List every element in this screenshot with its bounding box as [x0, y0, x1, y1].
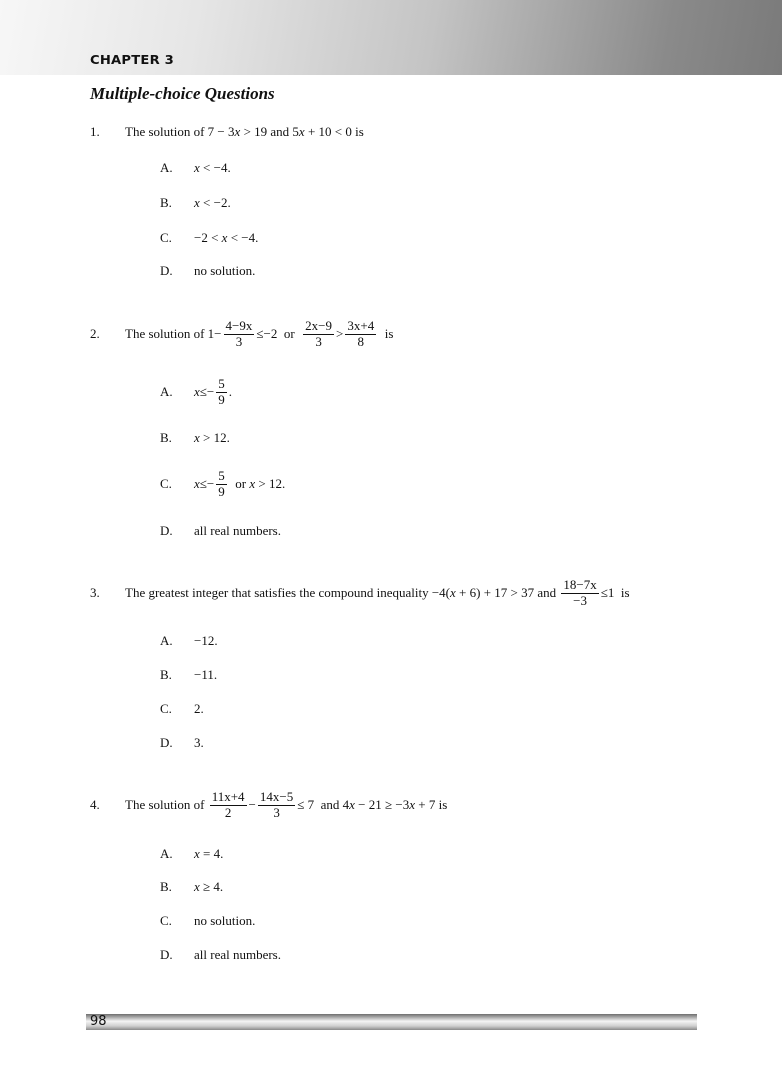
math-variable: x: [194, 476, 200, 491]
text-run: < −4.: [227, 230, 259, 245]
option-label: A.: [160, 846, 173, 861]
text-run: + 6) + 17 > 37 and: [455, 585, 560, 600]
option-d[interactable]: [0, 511, 782, 551]
math-variable: x: [349, 797, 355, 812]
text-run: all real numbers.: [194, 947, 281, 962]
text-run: < −2.: [199, 195, 231, 210]
question-2: [0, 314, 782, 354]
option-label: B.: [160, 430, 172, 445]
option-d[interactable]: [0, 723, 782, 763]
text-run: .: [228, 384, 232, 399]
option-text: [194, 947, 281, 963]
question-stem: [125, 578, 630, 609]
fraction-numerator: 4−9x: [225, 317, 253, 333]
fraction: [210, 790, 247, 821]
text-run: > 12.: [199, 430, 230, 445]
option-text: [194, 230, 258, 246]
text-run: The solution of 1−: [125, 326, 222, 341]
text-run: The solution of: [125, 797, 208, 812]
text-run: + 7 is: [415, 797, 448, 812]
fraction-numerator: 5: [218, 467, 225, 483]
text-run: ≤ 7 and 4: [297, 797, 350, 812]
text-run: = 4.: [199, 846, 224, 861]
option-text: [194, 633, 218, 649]
fraction-numerator: 3x+4: [347, 317, 375, 333]
text-run: or: [228, 476, 250, 491]
option-text: [194, 377, 232, 408]
fraction-denominator: 3: [235, 333, 243, 349]
text-run: −2 <: [194, 230, 222, 245]
option-text: [194, 667, 217, 683]
question-number: 2.: [90, 326, 100, 341]
option-label: A.: [160, 633, 173, 648]
footer-bar: [86, 1014, 697, 1030]
option-text: [194, 430, 230, 446]
text-run: no solution.: [194, 263, 256, 278]
chapter-label: CHAPTER 3: [90, 52, 175, 67]
text-run: −: [248, 797, 256, 812]
option-label: C.: [160, 476, 172, 491]
fraction: [345, 319, 376, 350]
question-1: [0, 112, 782, 152]
math-variable: x: [221, 230, 228, 245]
math-variable: x: [194, 846, 200, 861]
fraction-denominator: 2: [224, 804, 232, 820]
question-number: 1.: [90, 124, 100, 139]
fraction: [216, 469, 227, 500]
option-label: D.: [160, 947, 173, 962]
option-text: [194, 735, 204, 751]
fraction-denominator: 9: [218, 391, 225, 407]
option-label: C.: [160, 701, 172, 716]
option-text: [194, 469, 285, 500]
option-text: [194, 879, 223, 895]
option-a[interactable]: [0, 148, 782, 188]
text-run: 2.: [194, 701, 204, 716]
math-variable: x: [194, 879, 200, 894]
question-stem: [125, 319, 393, 350]
fraction-denominator: 9: [218, 483, 225, 499]
fraction-numerator: 11x+4: [211, 788, 245, 804]
option-d[interactable]: [0, 251, 782, 291]
text-run: − 21 ≥ −3: [354, 797, 410, 812]
option-b[interactable]: [0, 183, 782, 223]
fraction-denominator: −3: [573, 592, 587, 608]
option-d[interactable]: [0, 935, 782, 975]
fraction: [216, 377, 227, 408]
text-run: −11.: [194, 667, 218, 682]
fraction-numerator: 14x−5: [259, 788, 294, 804]
math-variable: x: [409, 797, 416, 812]
text-run: The greatest integer that satisfies the compound inequality −4(: [125, 585, 451, 600]
option-a[interactable]: [0, 372, 782, 412]
option-text: [194, 701, 204, 717]
option-b[interactable]: [0, 418, 782, 458]
text-run: < −4.: [199, 160, 231, 175]
question-number: 4.: [90, 797, 100, 812]
option-text: [194, 195, 231, 211]
text-run: ≤−: [199, 476, 215, 491]
fraction: [561, 578, 598, 609]
fraction-denominator: 3: [315, 333, 322, 349]
option-label: D.: [160, 735, 173, 750]
math-variable: x: [249, 476, 256, 491]
question-4: [0, 785, 782, 825]
text-run: > 12.: [255, 476, 286, 491]
text-run: 3.: [194, 735, 204, 750]
text-run: > 19 and 5: [240, 124, 299, 139]
option-text: [194, 913, 255, 929]
text-run: no solution.: [194, 913, 256, 928]
fraction-denominator: 3: [273, 804, 280, 820]
option-label: D.: [160, 523, 173, 538]
option-text: [194, 846, 223, 862]
option-text: [194, 523, 281, 539]
option-text: [194, 263, 255, 279]
fraction: [303, 319, 334, 350]
text-run: ≤−: [199, 384, 215, 399]
math-variable: x: [194, 384, 200, 399]
option-label: D.: [160, 263, 173, 278]
text-run: ≤−2 or: [256, 326, 302, 341]
text-run: + 10 < 0 is: [304, 124, 364, 139]
option-c[interactable]: [0, 464, 782, 504]
fraction-numerator: 5: [218, 375, 225, 391]
option-label: B.: [160, 195, 172, 210]
math-variable: x: [234, 124, 241, 139]
option-text: [194, 160, 231, 176]
text-run: >: [336, 326, 344, 341]
option-label: C.: [160, 230, 172, 245]
option-label: A.: [160, 384, 173, 399]
text-run: The solution of 7 − 3: [125, 124, 235, 139]
option-label: A.: [160, 160, 173, 175]
fraction: [224, 319, 255, 350]
option-label: B.: [160, 667, 172, 682]
text-run: ≤1 is: [600, 585, 630, 600]
fraction-numerator: 2x−9: [305, 317, 333, 333]
text-run: −12.: [194, 633, 218, 648]
option-label: B.: [160, 879, 172, 894]
question-number: 3.: [90, 585, 100, 600]
text-run: ≥ 4.: [199, 879, 224, 894]
option-label: C.: [160, 913, 172, 928]
question-stem: [125, 790, 447, 821]
math-variable: x: [194, 430, 200, 445]
fraction: [258, 790, 295, 821]
fraction-numerator: 18−7x: [563, 576, 597, 592]
section-title: Multiple-choice Questions: [90, 84, 275, 103]
math-variable: x: [450, 585, 456, 600]
page-number: 98: [90, 1014, 107, 1029]
question-3: [0, 573, 782, 613]
question-stem: [125, 124, 364, 140]
math-variable: x: [194, 195, 200, 210]
text-run: is: [378, 326, 394, 341]
math-variable: x: [194, 160, 200, 175]
text-run: all real numbers.: [194, 523, 281, 538]
fraction-denominator: 8: [357, 333, 365, 349]
math-variable: x: [298, 124, 305, 139]
